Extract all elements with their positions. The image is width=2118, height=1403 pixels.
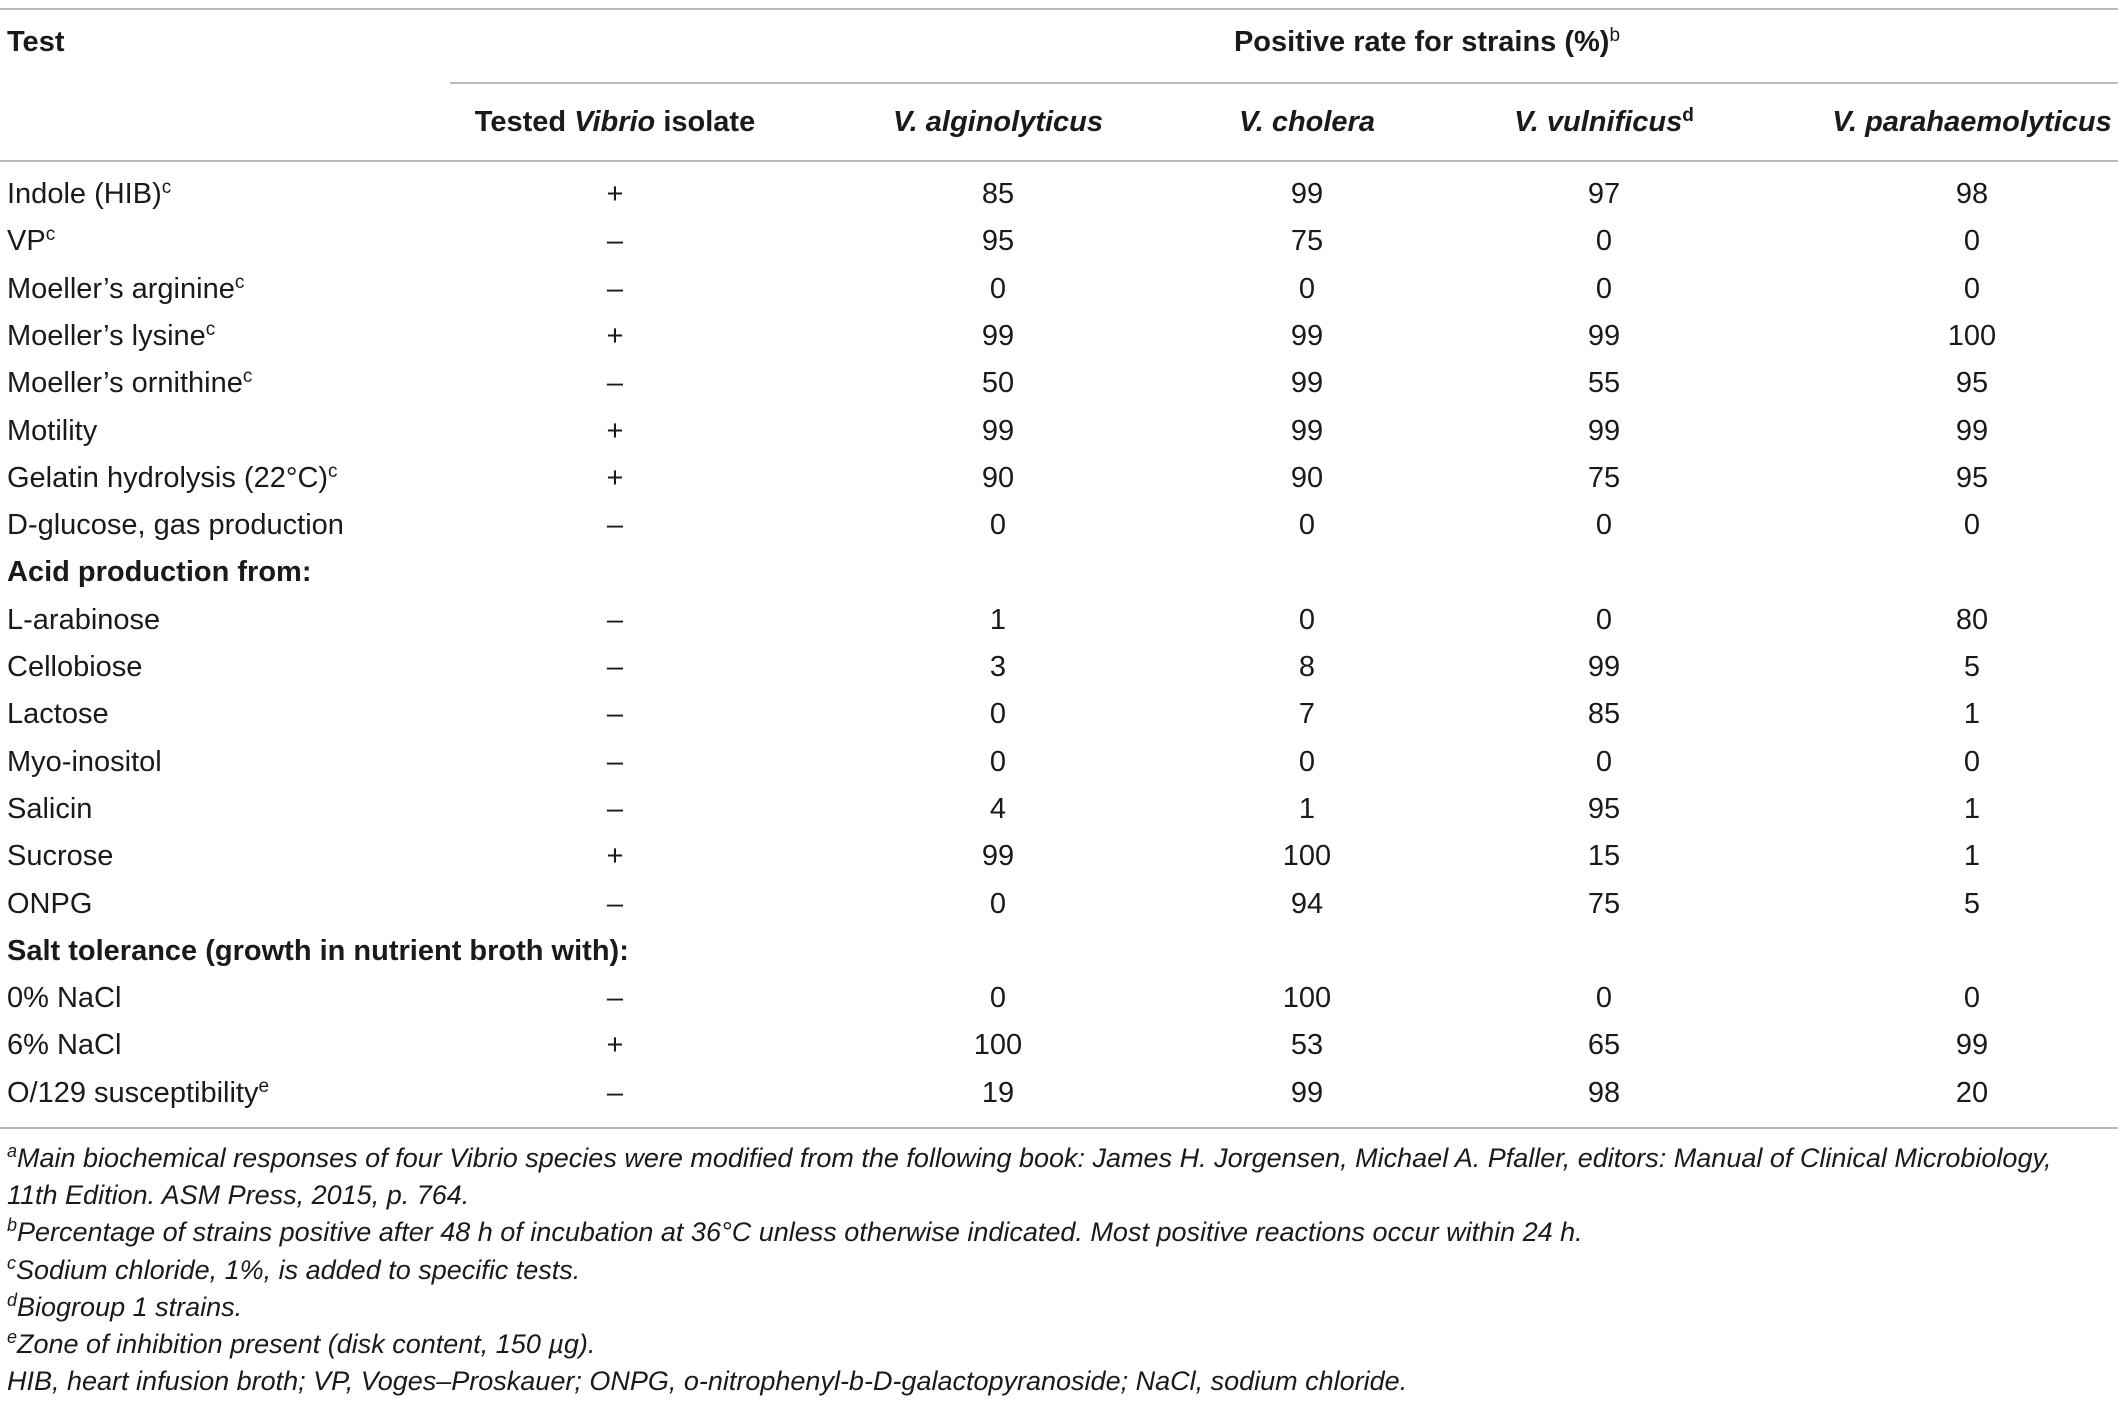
row-test-name: Indole (HIB)$^c$ (7, 177, 172, 210)
row-test-name: Moeller’s lysine$^c$ (7, 319, 216, 352)
row-value: 65 (1587, 1029, 1621, 1061)
row-value: 100 (1947, 320, 1997, 352)
footnote: $^e$Zone of inhibition present (disk content, 150 µg). (7, 1327, 596, 1359)
footnote: $^c$Sodium chloride, 1%, is added to specific tests. (7, 1253, 581, 1285)
row-isolate-result: + (606, 178, 624, 210)
row-isolate-result: + (606, 462, 624, 494)
row-value: 19 (981, 1077, 1015, 1109)
row-value: 99 (1955, 1029, 1989, 1061)
row-value: 75 (1587, 888, 1621, 920)
row-isolate-result: – (606, 604, 624, 636)
row-value: 53 (1290, 1029, 1324, 1061)
row-value: 100 (973, 1029, 1023, 1061)
row-value: 20 (1955, 1077, 1989, 1109)
row-value: 0 (989, 982, 1007, 1014)
row-test-name: Lactose (7, 698, 109, 730)
row-value: 99 (1587, 415, 1621, 447)
row-value: 0 (989, 888, 1007, 920)
row-value: 99 (981, 415, 1015, 447)
row-isolate-result: – (606, 1077, 624, 1109)
row-value: 98 (1955, 178, 1989, 210)
row-test-name: Sucrose (7, 840, 114, 872)
row-value: 95 (1955, 367, 1989, 399)
row-value: 85 (981, 178, 1015, 210)
header-positive-rate: Positive rate for strains (%)$^b$ (1233, 25, 1621, 58)
row-test-name: ONPG (7, 888, 93, 920)
row-value: 94 (1290, 888, 1324, 920)
row-value: 5 (1963, 888, 1981, 920)
row-test-name: Moeller’s ornithine$^c$ (7, 366, 253, 399)
row-isolate-result: + (606, 1029, 624, 1061)
footnote: $^d$Biogroup 1 strains. (7, 1290, 243, 1322)
row-test-name: Cellobiose (7, 651, 143, 683)
row-value: 4 (989, 793, 1007, 825)
footnote: $^b$Percentage of strains positive after 48 h of incubation at 36°C unless otherwise indicated. Most positive reactions occur within 24 h. (7, 1215, 1583, 1247)
row-isolate-result: – (606, 888, 624, 920)
row-value: 1 (1963, 840, 1981, 872)
row-value: 8 (1298, 651, 1316, 683)
row-isolate-result: + (606, 415, 624, 447)
row-value: 1 (1298, 793, 1316, 825)
row-test-name: Salicin (7, 793, 93, 825)
row-value: 0 (1298, 746, 1316, 778)
row-value: 98 (1587, 1077, 1621, 1109)
row-value: 55 (1587, 367, 1621, 399)
row-value: 0 (989, 746, 1007, 778)
row-isolate-result: – (606, 273, 624, 305)
row-value: 85 (1587, 698, 1621, 730)
row-value: 50 (981, 367, 1015, 399)
row-value: 0 (1595, 509, 1613, 541)
row-isolate-result: – (606, 225, 624, 257)
row-isolate-result: – (606, 509, 624, 541)
row-isolate-result: – (606, 793, 624, 825)
footnote: 11th Edition. ASM Press, 2015, p. 764. (7, 1180, 470, 1210)
row-test-name: Gelatin hydrolysis $(22^\circ C)^c$ (7, 461, 338, 494)
row-isolate-result: – (606, 982, 624, 1014)
row-isolate-result: – (606, 367, 624, 399)
group-rule (450, 82, 2118, 84)
row-value: 7 (1298, 698, 1316, 730)
row-value: 100 (1282, 982, 1332, 1014)
row-test-name: L-arabinose (7, 604, 161, 636)
row-value: 99 (1955, 415, 1989, 447)
row-value: 1 (1963, 698, 1981, 730)
row-value: 1 (989, 604, 1007, 636)
row-value: 0 (1595, 746, 1613, 778)
row-value: 15 (1587, 840, 1621, 872)
row-test-name: D-glucose, gas production (7, 509, 344, 541)
header-species-3: V. vulnificus$^d$ (1514, 105, 1694, 138)
row-isolate-result: – (606, 746, 624, 778)
row-value: 0 (1298, 273, 1316, 305)
row-value: 99 (1290, 178, 1324, 210)
header-tested-isolate: Tested Vibrio isolate (474, 106, 756, 138)
row-value: 90 (1290, 462, 1324, 494)
row-value: 0 (1595, 982, 1613, 1014)
row-isolate-result: – (606, 698, 624, 730)
row-value: 0 (1963, 273, 1981, 305)
row-value: 99 (981, 840, 1015, 872)
row-isolate-result: – (606, 651, 624, 683)
row-value: 95 (1955, 462, 1989, 494)
row-value: 99 (1587, 651, 1621, 683)
section-heading: Acid production from: (7, 556, 312, 588)
row-value: 0 (1595, 273, 1613, 305)
row-value: 97 (1587, 178, 1621, 210)
row-value: 75 (1290, 225, 1324, 257)
footnote: HIB, heart infusion broth; VP, Voges–Proskauer; ONPG, o-nitrophenyl-b-D-galactopyranoside; NaCl, sodium chloride. (7, 1366, 1408, 1396)
row-value: 75 (1587, 462, 1621, 494)
row-test-name: O/129 susceptibility$^e$ (7, 1076, 270, 1109)
row-value: 99 (1290, 320, 1324, 352)
row-value: 99 (1587, 320, 1621, 352)
header-bottom-rule (0, 160, 2118, 162)
row-value: 0 (989, 273, 1007, 305)
row-value: 99 (981, 320, 1015, 352)
row-isolate-result: + (606, 320, 624, 352)
row-value: 1 (1963, 793, 1981, 825)
row-test-name: 6% NaCl (7, 1029, 122, 1061)
footnote: $^a$Main biochemical responses of four Vibrio species were modified from the following book: James H. Jorgensen, Michael A. Pfaller, editors: Manual of Clinical Microbiology, (7, 1141, 2052, 1173)
section-heading: Salt tolerance (growth in nutrient broth with): (7, 935, 629, 967)
header-species-1: V. alginolyticus (892, 106, 1104, 138)
row-value: 0 (1963, 225, 1981, 257)
top-rule (0, 8, 2118, 10)
row-value: 90 (981, 462, 1015, 494)
row-value: 95 (1587, 793, 1621, 825)
row-value: 95 (981, 225, 1015, 257)
row-test-name: Moeller’s arginine$^c$ (7, 272, 245, 305)
row-value: 0 (1963, 509, 1981, 541)
header-test: Test (7, 26, 65, 58)
row-test-name: Myo-inositol (7, 746, 162, 778)
row-test-name: 0% NaCl (7, 982, 122, 1014)
header-species-4: V. parahaemolyticus (1832, 106, 2112, 138)
row-value: 0 (1595, 225, 1613, 257)
row-test-name: Motility (7, 415, 98, 447)
row-value: 100 (1282, 840, 1332, 872)
row-value: 0 (1298, 604, 1316, 636)
row-value: 99 (1290, 415, 1324, 447)
row-value: 99 (1290, 1077, 1324, 1109)
bottom-rule (0, 1127, 2118, 1129)
row-value: 5 (1963, 651, 1981, 683)
header-species-2: V. cholera (1239, 106, 1375, 138)
row-value: 0 (989, 698, 1007, 730)
row-value: 0 (1595, 604, 1613, 636)
row-value: 0 (989, 509, 1007, 541)
row-isolate-result: + (606, 840, 624, 872)
row-value: 3 (989, 651, 1007, 683)
row-value: 80 (1955, 604, 1989, 636)
row-value: 0 (1298, 509, 1316, 541)
row-test-name: $VP^c$ (7, 224, 56, 257)
row-value: 99 (1290, 367, 1324, 399)
row-value: 0 (1963, 982, 1981, 1014)
row-value: 0 (1963, 746, 1981, 778)
